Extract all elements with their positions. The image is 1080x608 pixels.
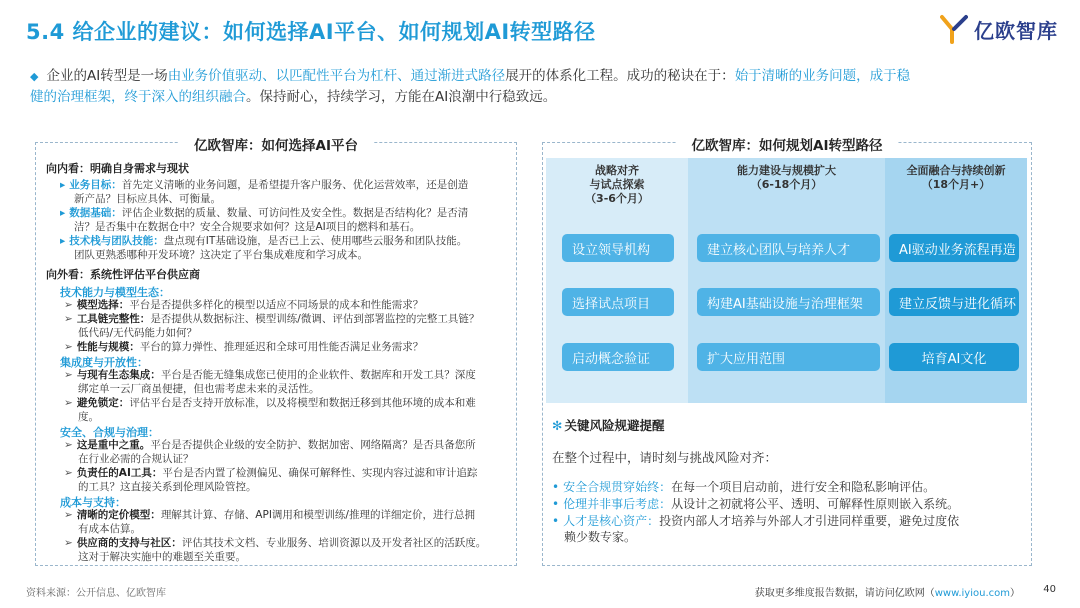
risk-item-ethics: • 伦理并非事后考虑：从设计之初就将公平、透明、可解释性原则嵌入系统。 (552, 497, 960, 511)
logo (940, 14, 1058, 44)
risk-item-talent: • 人才是核心资产：投资内部人才培养与外部人才引进同样重要，避免过度依 赖少数专家。 (552, 514, 960, 544)
diamond-icon: ◆ (30, 70, 39, 83)
phase-1-step-1: 设立领导机构 (562, 234, 674, 262)
footer-link-text: 获取更多维度报告数据，请访问亿欧网（www.iyiou.com） (754, 588, 1020, 599)
intro-paragraph: ◆ 企业的AI转型是一场由业务价值驱动、以匹配性平台为杠杆、通过渐进式路径展开的体系化工程。成功的秘诀在于：始于清晰的业务问题，成于稳 健的治理框架，终于深入的组织融合。保持耐心，持续学习，方能在AI浪潮中行稳致远。 (30, 68, 911, 105)
warning-icon: ✻ (552, 418, 563, 433)
data-foundation-item: ▸ 数据基础：评估企业数据的质量、数量、可访问性及安全性。数据是否结构化？是否清 洁？是否集中在数据仓中？安全合规要求如何？这是AI项目的燃料和基石。 (60, 207, 469, 233)
performance-item: ➢ 性能与规模：平台的算力弹性、推理延迟和全球可用性能否满足业务需求？ (64, 341, 424, 353)
logo-text: 亿欧智库 (974, 18, 1058, 43)
section-cost: 成本与支持： (60, 496, 126, 509)
phase-1-step-2: 选择试点项目 (562, 288, 674, 316)
logo-icon (940, 14, 968, 44)
inward-title: 向内看：明确自身需求与现状 (46, 162, 189, 175)
priority-item: ➢ 这是重中之重。平台是否提供企业级的安全防护、数据加密、网络隔离？是否具备您所 在行业必需的合规认证？ (64, 439, 476, 465)
right-panel-title: 亿欧智库：如何规划AI转型路径 (676, 138, 899, 154)
phase-2-step-1: 建立核心团队与培养人才 (697, 234, 880, 262)
vendor-support-item: ➢ 供应商的支持与社区：评估其技术文档、专业服务、培训资源以及开发者社区的活跃度。 这对于解决实施中的难题至关重要。 (64, 537, 487, 563)
section-integration: 集成度与开放性： (60, 356, 148, 369)
biz-goal-item: ▸ 业务目标：首先定义清晰的业务问题，是希望提升客户服务、优化运营效率，还是创造 新产品？目标应具体、可衡量。 (60, 179, 469, 205)
section-tech: 技术能力与模型生态： (60, 286, 170, 299)
toolchain-item: ➢ 工具链完整性：是否提供从数据标注、模型训练/微调、评估到部署监控的完整工具链？ 低代码/无代码能力如何？ (64, 313, 480, 339)
page-title: 5.4 给企业的建议：如何选择AI平台、如何规划AI转型路径 (26, 20, 596, 44)
phase-3-step-1: AI驱动业务流程再造 (889, 234, 1019, 262)
outward-title: 向外看：系统性评估平台供应商 (46, 268, 200, 281)
phase-3-header: 全面融合与持续创新 （18个月+） (906, 164, 1006, 191)
risk-title: ✻ 关键风险规避提醒 (552, 418, 665, 433)
risk-item-security: • 安全合规贯穿始终：在每一个项目启动前，进行安全和隐私影响评估。 (552, 480, 936, 494)
responsible-ai-item: ➢ 负责任的AI工具：平台是否内置了检测偏见、确保可解释性、实现内容过滤和审计追踪 的工具？这直接关系到伦理风险管控。 (64, 467, 478, 493)
phase-2-step-3: 扩大应用范围 (697, 343, 880, 371)
phase-3-step-3: 培育AI文化 (889, 343, 1019, 371)
website-link[interactable]: www.iyiou.com (934, 588, 1010, 599)
left-panel-title: 亿欧智库：如何选择AI平台 (178, 138, 374, 154)
phase-1-header: 战略对齐 与试点探索 （3-6个月） (585, 164, 649, 205)
phase-3-step-2: 建立反馈与进化循环 (889, 288, 1019, 316)
phase-2-header: 能力建设与规模扩大 （6-18个月） (737, 164, 836, 191)
pricing-item: ➢ 清晰的定价模型：理解其计算、存储、API调用和模型训练/推理的详细定价，进行总拥 有成本估算。 (64, 509, 475, 535)
lock-in-item: ➢ 避免锁定：评估平台是否支持开放标准，以及将模型和数据迁移到其他环境的成本和难 度。 (64, 397, 476, 423)
source-note: 资料来源：公开信息、亿欧智库 (26, 588, 166, 599)
page-number: 40 (1043, 584, 1056, 595)
phase-1-step-3: 启动概念验证 (562, 343, 674, 371)
tech-stack-item: ▸ 技术栈与团队技能：盘点现有IT基础设施，是否已上云、使用哪些云服务和团队技能。 团队更熟悉哪种开发环境？这决定了平台集成难度和学习成本。 (60, 235, 468, 261)
ecosystem-item: ➢ 与现有生态集成：平台是否能无缝集成您已使用的企业软件、数据库和开发工具？深度 绑定单一云厂商虽便捷，但也需考虑未来的灵活性。 (64, 369, 476, 395)
model-choice-item: ➢ 模型选择：平台是否提供多样化的模型以适应不同场景的成本和性能需求？ (64, 299, 424, 311)
risk-intro: 在整个过程中，请时刻与挑战风险对齐： (552, 450, 778, 465)
section-security: 安全、合规与治理： (60, 426, 159, 439)
phase-2-step-2: 构建AI基础设施与治理框架 (697, 288, 880, 316)
